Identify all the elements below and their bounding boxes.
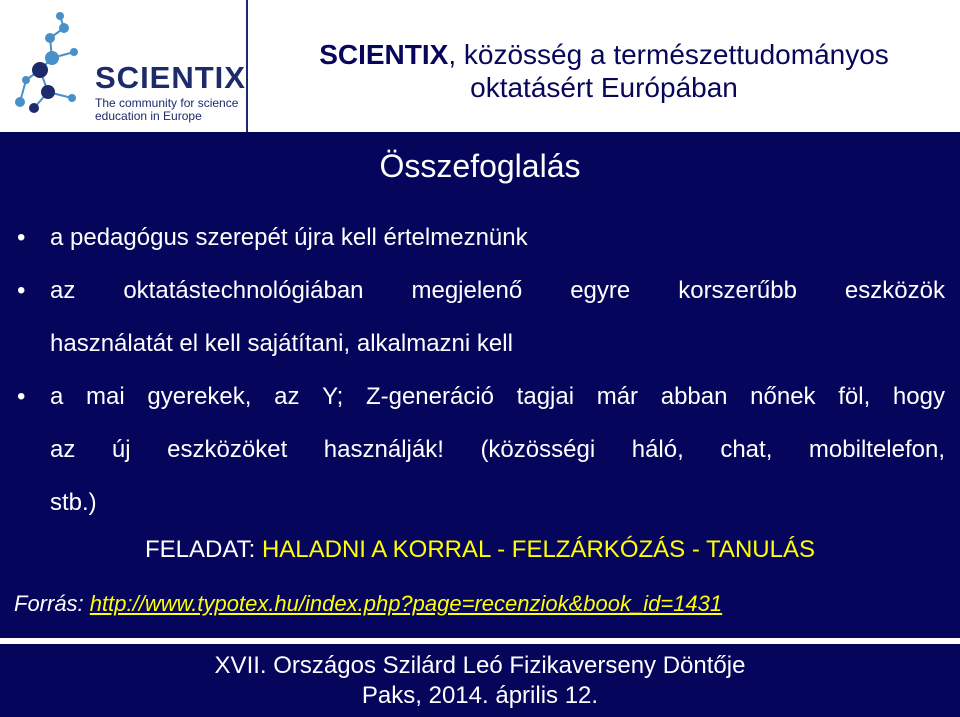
word: megjelenő	[411, 277, 523, 304]
word: az	[50, 436, 76, 463]
slide-footer	[0, 644, 960, 717]
source-label: Forrás:	[14, 591, 90, 616]
word: új	[111, 436, 131, 463]
task-text: HALADNI A KORRAL - FELZÁRKÓZÁS - TANULÁS	[261, 536, 815, 563]
word: chat,	[720, 436, 773, 463]
bullet-2-line-1	[50, 277, 945, 305]
word: (közösségi	[480, 436, 596, 463]
word: oktatástechnológiában	[123, 277, 364, 304]
word: Z-generáció	[365, 383, 494, 410]
section-heading: Összefoglalás	[379, 148, 581, 184]
word: használják!	[323, 436, 444, 463]
word: az	[274, 383, 300, 410]
word: már	[596, 383, 639, 410]
bullet-dot: •	[17, 383, 26, 410]
bullet-3-line-3: stb.)	[50, 489, 97, 516]
logo-tagline	[95, 97, 238, 123]
bullet-3-line-1	[50, 383, 945, 411]
word: eszközök	[844, 277, 945, 304]
slide-body	[0, 132, 960, 638]
word: az	[50, 277, 76, 304]
word: eszközöket	[167, 436, 288, 463]
task-label: FELADAT:	[145, 536, 262, 563]
word: egyre	[570, 277, 631, 304]
scientix-logo	[0, 0, 246, 132]
task-line	[0, 536, 960, 564]
bullet-dot: •	[17, 277, 26, 304]
word: tagjai	[516, 383, 575, 410]
source-line	[14, 591, 722, 617]
slide-title-line-1	[248, 38, 960, 71]
slide-title-bold: SCIENTIX	[319, 39, 449, 70]
slide-title-line-2: oktatásért Európában	[470, 72, 738, 103]
slide-title	[248, 38, 960, 104]
slide-header	[0, 0, 960, 132]
word: mobiltelefon,	[808, 436, 945, 463]
bullet-3-line-2	[50, 436, 945, 464]
logo-tagline-line-1: The community for science	[95, 96, 239, 110]
bullet-2-line-2: használatát el kell sajátítani, alkalmazni kell	[50, 330, 513, 357]
word: mai	[86, 383, 125, 410]
footer-event: XVII. Országos Szilárd Leó Fizikaverseny Döntője	[214, 652, 746, 679]
word: gyerekek,	[147, 383, 252, 410]
logo-tagline-line-2: education in Europe	[95, 109, 202, 123]
word: Y;	[322, 383, 344, 410]
molecule-icon	[12, 8, 102, 128]
slide-title-rest: , közösség a természettudományos	[448, 39, 889, 70]
word: föl,	[838, 383, 871, 410]
bullet-dot: •	[17, 224, 26, 251]
logo-wordmark: SCIENTIX	[95, 60, 246, 95]
word: korszerűbb	[678, 277, 797, 304]
word: a	[50, 383, 64, 410]
bullet-1-text: a pedagógus szerepét újra kell értelmeznünk	[50, 224, 528, 251]
word: abban	[660, 383, 728, 410]
word: háló,	[631, 436, 684, 463]
footer-place-date: Paks, 2014. április 12.	[361, 682, 599, 709]
word: nőnek	[750, 383, 816, 410]
word: hogy	[892, 383, 945, 410]
source-link[interactable]: http://www.typotex.hu/index.php?page=recenziok&book_id=1431	[89, 591, 723, 616]
